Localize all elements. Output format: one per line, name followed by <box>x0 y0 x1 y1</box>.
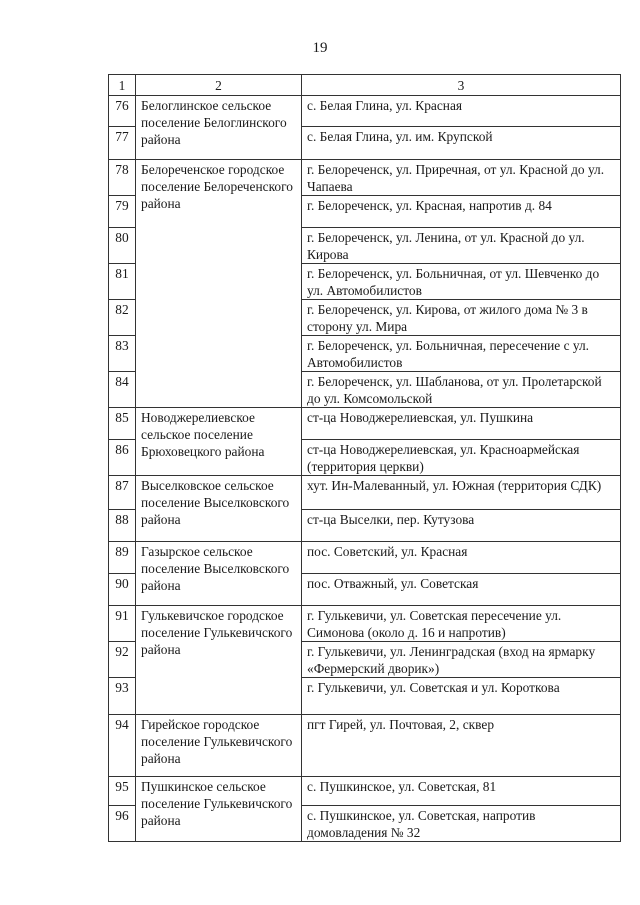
address-cell: г. Белореченск, ул. Кирова, от жилого дома № 3 в сторону ул. Мира <box>302 300 621 336</box>
municipality-name: Пушкинское сельское поселение Гулькевичского района <box>136 777 302 842</box>
address-cell: г. Белореченск, ул. Шабланова, от ул. Пролетарской до ул. Комсомольской <box>302 372 621 408</box>
address-cell: г. Белореченск, ул. Ленина, от ул. Красной до ул. Кирова <box>302 228 621 264</box>
row-number: 96 <box>109 806 136 842</box>
municipality-name: Белоглинское сельское поселение Белоглинского района <box>136 96 302 160</box>
row-number: 93 <box>109 678 136 715</box>
header-cell-1: 1 <box>109 75 136 96</box>
address-cell: с. Пушкинское, ул. Советская, 81 <box>302 777 621 806</box>
locations-table <box>108 74 621 842</box>
address-cell: г. Белореченск, ул. Больничная, пересечение с ул. Автомобилистов <box>302 336 621 372</box>
table-row <box>109 160 621 196</box>
page-number: 19 <box>312 40 328 56</box>
row-number: 89 <box>109 542 136 574</box>
table-row <box>109 715 621 777</box>
row-number: 88 <box>109 510 136 542</box>
row-number: 91 <box>109 606 136 642</box>
table-header-row <box>109 75 621 96</box>
row-number: 92 <box>109 642 136 678</box>
row-number: 77 <box>109 127 136 160</box>
address-cell: хут. Ин-Малеванный, ул. Южная (территория СДК) <box>302 476 621 510</box>
address-cell: пос. Советский, ул. Красная <box>302 542 621 574</box>
address-cell: г. Гулькевичи, ул. Ленинградская (вход на ярмарку «Фермерский дворик») <box>302 642 621 678</box>
row-number: 76 <box>109 96 136 127</box>
address-cell: ст-ца Новоджерелиевская, ул. Пушкина <box>302 408 621 440</box>
table-row <box>109 476 621 510</box>
header-cell-3: 3 <box>302 75 621 96</box>
address-cell: ст-ца Выселки, пер. Кутузова <box>302 510 621 542</box>
table-row <box>109 606 621 642</box>
address-cell: ст-ца Новоджерелиевская, ул. Красноармейская (территория церкви) <box>302 440 621 476</box>
row-number: 83 <box>109 336 136 372</box>
address-cell: с. Белая Глина, ул. Красная <box>302 96 621 127</box>
row-number: 94 <box>109 715 136 777</box>
municipality-name: Выселковское сельское поселение Выселковского района <box>136 476 302 542</box>
row-number: 80 <box>109 228 136 264</box>
address-cell: пос. Отважный, ул. Советская <box>302 574 621 606</box>
table-row <box>109 542 621 574</box>
address-cell: г. Гулькевичи, ул. Советская пересечение ул. Симонова (около д. 16 и напротив) <box>302 606 621 642</box>
address-cell: с. Белая Глина, ул. им. Крупской <box>302 127 621 160</box>
municipality-name: Новоджерелиевское сельское поселение Брюховецкого района <box>136 408 302 476</box>
row-number: 79 <box>109 196 136 228</box>
address-cell: г. Белореченск, ул. Красная, напротив д. 84 <box>302 196 621 228</box>
row-number: 95 <box>109 777 136 806</box>
address-cell: пгт Гирей, ул. Почтовая, 2, сквер <box>302 715 621 777</box>
municipality-name: Гирейское городское поселение Гулькевичского района <box>136 715 302 777</box>
row-number: 82 <box>109 300 136 336</box>
address-cell: г. Белореченск, ул. Приречная, от ул. Красной до ул. Чапаева <box>302 160 621 196</box>
address-cell: с. Пушкинское, ул. Советская, напротив домовладения № 32 <box>302 806 621 842</box>
row-number: 78 <box>109 160 136 196</box>
address-cell: г. Гулькевичи, ул. Советская и ул. Короткова <box>302 678 621 715</box>
municipality-name: Белореченское городское поселение Белореченского района <box>136 160 302 408</box>
row-number: 81 <box>109 264 136 300</box>
address-cell: г. Белореченск, ул. Больничная, от ул. Шевченко до ул. Автомобилистов <box>302 264 621 300</box>
row-number: 87 <box>109 476 136 510</box>
table-row <box>109 777 621 806</box>
row-number: 86 <box>109 440 136 476</box>
municipality-name: Гулькевичское городское поселение Гулькевичского района <box>136 606 302 715</box>
header-cell-2: 2 <box>136 75 302 96</box>
municipality-name: Газырское сельское поселение Выселковского района <box>136 542 302 606</box>
table-row <box>109 408 621 440</box>
row-number: 84 <box>109 372 136 408</box>
row-number: 85 <box>109 408 136 440</box>
row-number: 90 <box>109 574 136 606</box>
table-row <box>109 96 621 127</box>
